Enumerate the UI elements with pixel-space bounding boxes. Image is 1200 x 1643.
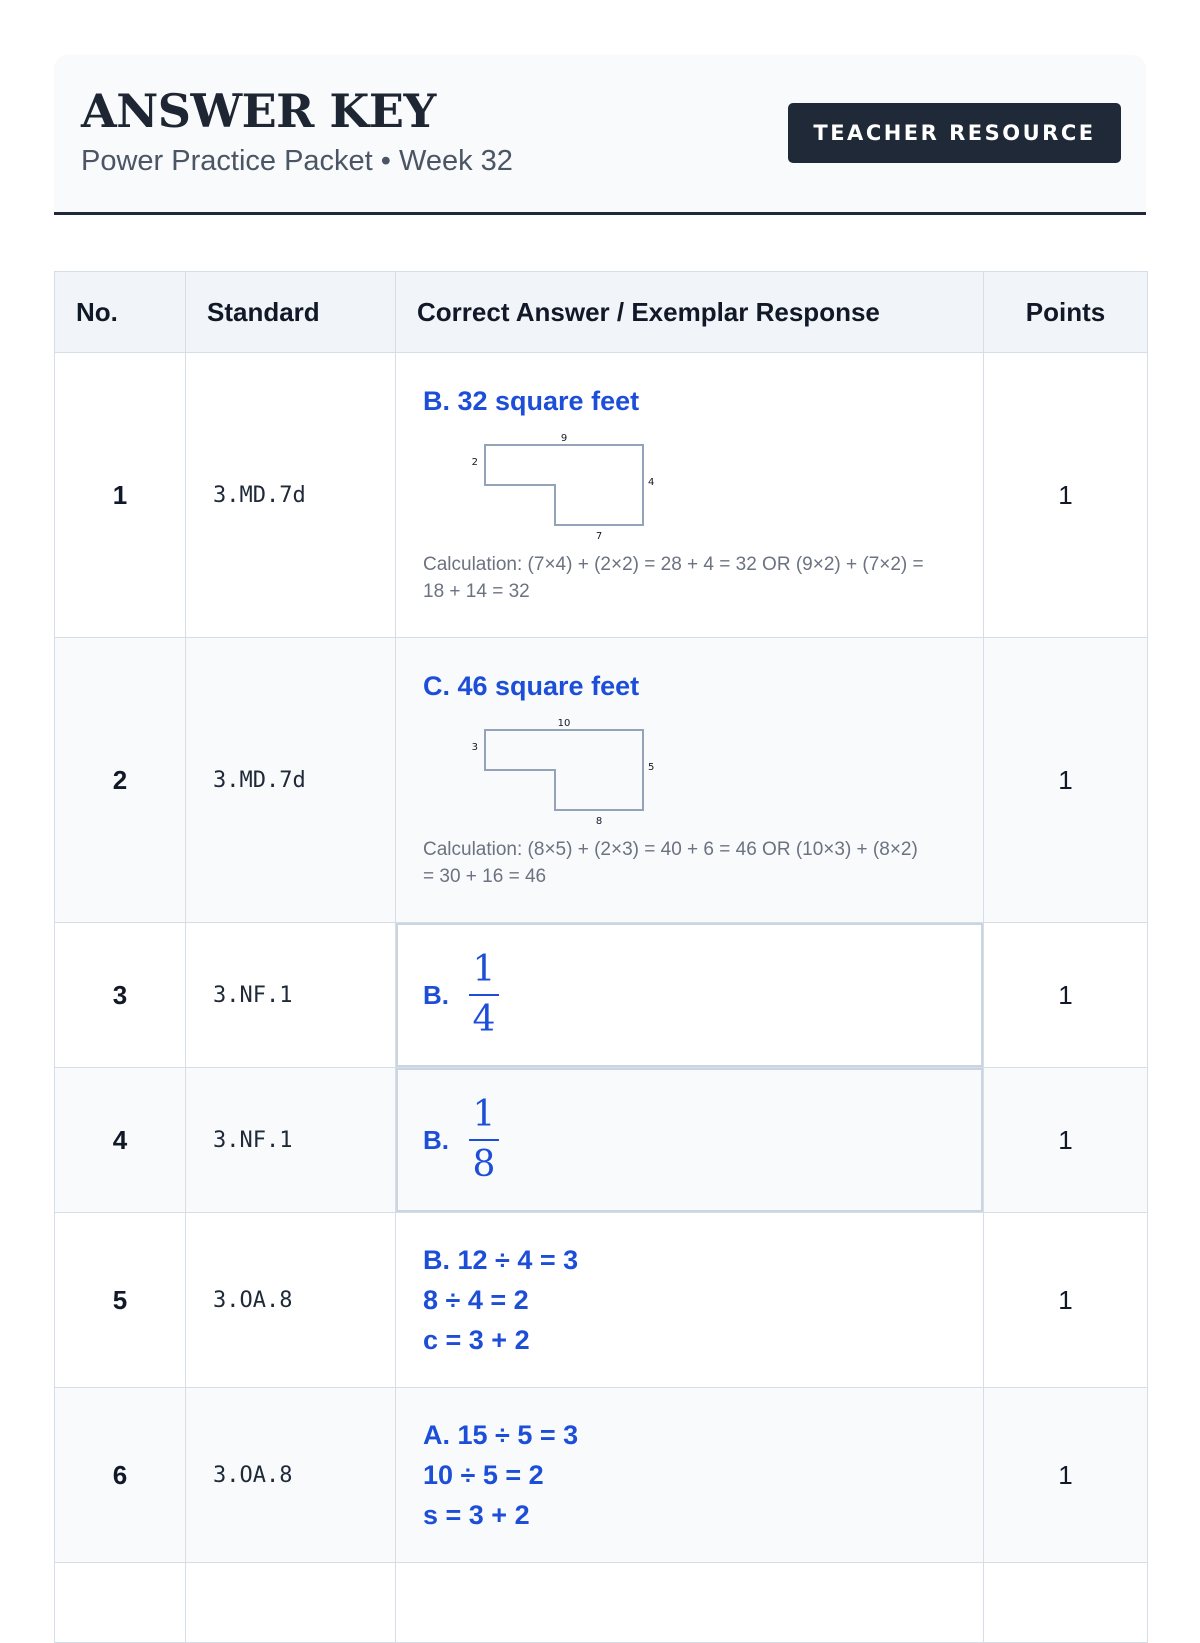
column-header-standard: Standard	[186, 272, 396, 353]
figure-label-top: 10	[557, 717, 571, 729]
standard-code: 3.MD.7d	[186, 353, 396, 638]
l-shape-figure	[463, 718, 663, 826]
l-shape-figure	[463, 433, 663, 541]
answer-cell	[396, 353, 984, 638]
table-row	[55, 353, 1148, 638]
question-number: 3	[55, 923, 186, 1068]
fraction-numerator: 1	[472, 949, 496, 990]
question-number: 5	[55, 1213, 186, 1388]
answer-key-table	[54, 271, 1148, 1643]
column-header-points: Points	[984, 272, 1148, 353]
fraction	[469, 949, 499, 1040]
fraction-denominator: 8	[472, 1144, 496, 1185]
correct-answer: B. 32 square feet	[423, 385, 640, 416]
points-value: 1	[984, 638, 1148, 923]
figure-label-right: 4	[648, 476, 655, 488]
answer-cell	[396, 1213, 984, 1388]
table-row	[55, 638, 1148, 923]
fraction	[469, 1094, 499, 1185]
table-row	[55, 1068, 1148, 1213]
answer-line: c = 3 + 2	[423, 1325, 530, 1355]
answer-line: s = 3 + 2	[423, 1500, 530, 1530]
answer-cell	[396, 638, 984, 923]
standard-code: 3.OA.8	[186, 1388, 396, 1563]
question-number: 6	[55, 1388, 186, 1563]
points-value: 1	[984, 1213, 1148, 1388]
points-value: 1	[984, 353, 1148, 638]
fraction-numerator: 1	[472, 1094, 496, 1135]
l-shape-outline	[485, 730, 643, 810]
answer-choice-letter: B.	[423, 1124, 449, 1155]
standard-code: 3.MD.7d	[186, 638, 396, 923]
correct-answer: C. 46 square feet	[423, 670, 640, 701]
answer-key-header	[54, 55, 1146, 215]
figure-label-left: 3	[471, 741, 478, 753]
answer-cell	[396, 1563, 984, 1643]
fraction-answer	[423, 949, 983, 1040]
question-number: 4	[55, 1068, 186, 1213]
answer-cell	[396, 923, 984, 1068]
column-header-no: No.	[55, 272, 186, 353]
points-value: 1	[984, 1068, 1148, 1213]
standard-code: 3.NF.1	[186, 1068, 396, 1213]
column-header-answer: Correct Answer / Exemplar Response	[396, 272, 984, 353]
fraction-answer	[423, 1094, 983, 1185]
figure-label-bottom: 7	[595, 530, 603, 541]
question-number	[55, 1563, 186, 1643]
page-subtitle: Power Practice Packet • Week 32	[81, 145, 513, 177]
calculation-note: Calculation: (8×5) + (2×3) = 40 + 6 = 46 OR (10×3) + (8×2) = 30 + 16 = 46	[423, 838, 918, 887]
calculation-note: Calculation: (7×4) + (2×2) = 28 + 4 = 32 OR (9×2) + (7×2) = 18 + 14 = 32	[423, 553, 924, 602]
fraction-denominator: 4	[472, 999, 496, 1040]
table-header-row	[55, 272, 1148, 353]
figure-label-bottom: 8	[595, 815, 603, 826]
page-title: ANSWER KEY	[81, 84, 436, 138]
answer-cell	[396, 1068, 984, 1213]
question-number: 2	[55, 638, 186, 923]
standard-code: 3.NF.1	[186, 923, 396, 1068]
standard-code	[186, 1563, 396, 1643]
figure-label-top: 9	[560, 432, 568, 444]
answer-line: A. 15 ÷ 5 = 3	[423, 1420, 579, 1450]
teacher-resource-badge[interactable]: TEACHER RESOURCE	[788, 103, 1121, 163]
table-row	[55, 1388, 1148, 1563]
points-value: 1	[984, 1388, 1148, 1563]
answer-cell	[396, 1388, 984, 1563]
standard-code: 3.OA.8	[186, 1213, 396, 1388]
points-value	[984, 1563, 1148, 1643]
table-row	[55, 1563, 1148, 1643]
answer-line: 8 ÷ 4 = 2	[423, 1285, 529, 1315]
table-row	[55, 923, 1148, 1068]
question-number: 1	[55, 353, 186, 638]
table-row	[55, 1213, 1148, 1388]
figure-label-left: 2	[471, 456, 478, 468]
figure-label-right: 5	[648, 761, 655, 773]
points-value: 1	[984, 923, 1148, 1068]
answer-line: B. 12 ÷ 4 = 3	[423, 1245, 579, 1275]
answer-choice-letter: B.	[423, 979, 449, 1010]
answer-line: 10 ÷ 5 = 2	[423, 1460, 544, 1490]
l-shape-outline	[485, 445, 643, 525]
